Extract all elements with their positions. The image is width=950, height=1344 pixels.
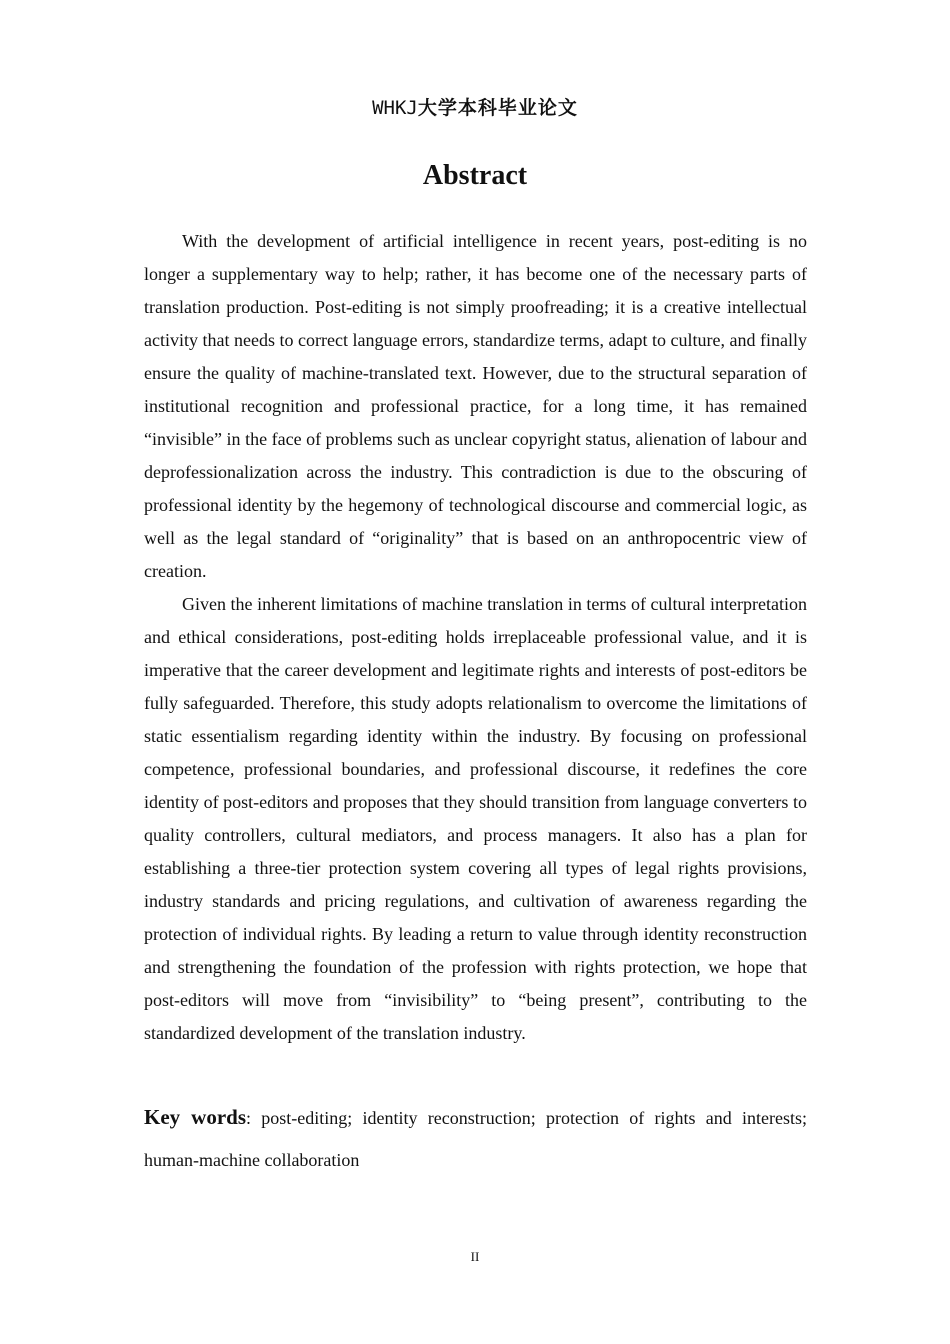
page-number: II bbox=[470, 1249, 480, 1264]
keywords-label: Key words bbox=[144, 1105, 247, 1129]
page-title: Abstract bbox=[422, 160, 528, 191]
keywords-line bbox=[144, 1096, 807, 1181]
abstract-paragraph-1: With the development of artificial intelligence in recent years, post-editing is no longer a supplementary way to help; rather, it has become one of the necessary parts of translation production. Post-editing is not simply proofreading; it is a creative intellectual activity that needs to correct language errors, standardize terms, adapt to culture, and finally ensure the quality of machine-translated text. However, due to the structural separation of institutional recognition and professional practice, for a long time, it has remained “invisible” in the face of problems such as unclear copyright status, alienation of labour and deprofessionalization across the industry. This contradiction is due to the obscuring of professional identity by the hegemony of technological discourse and commercial logic, as well as the legal standard of “originality” that is based on an anthropocentric view of creation. bbox=[144, 231, 807, 581]
keywords-text: post-editing; identity reconstruction; protection of rights and interests; human-machine collaboration bbox=[144, 1108, 807, 1170]
abstract-paragraph-2: Given the inherent limitations of machine translation in terms of cultural interpretation and ethical considerations, post-editing holds irreplaceable professional value, and it is imperative that the career development and legitimate rights and interests of post-editors be fully safeguarded. Therefore, this study adopts relationalism to overcome the limitations of static essentialism regarding identity within the industry. By focusing on professional competence, professional boundaries, and professional discourse, it redefines the core identity of post-editors and proposes that they should transition from language converters to quality controllers, cultural mediators, and process managers. It also has a plan for establishing a three-tier protection system covering all types of legal rights provisions, industry standards and pricing regulations, and cultivation of awareness regarding the protection of individual rights. By leading a return to value through identity reconstruction and strengthening the foundation of the profession with rights protection, we hope that post-editors will move from “invisibility” to “being present”, contributing to the standardized development of the translation industry. bbox=[144, 594, 807, 1043]
keywords-separator: : bbox=[246, 1108, 252, 1128]
running-header bbox=[0, 92, 950, 124]
abstract-body bbox=[144, 225, 807, 1050]
header-school-code: WHKJ bbox=[372, 97, 418, 119]
header-thesis-label: 大学本科毕业论文 bbox=[417, 97, 578, 119]
